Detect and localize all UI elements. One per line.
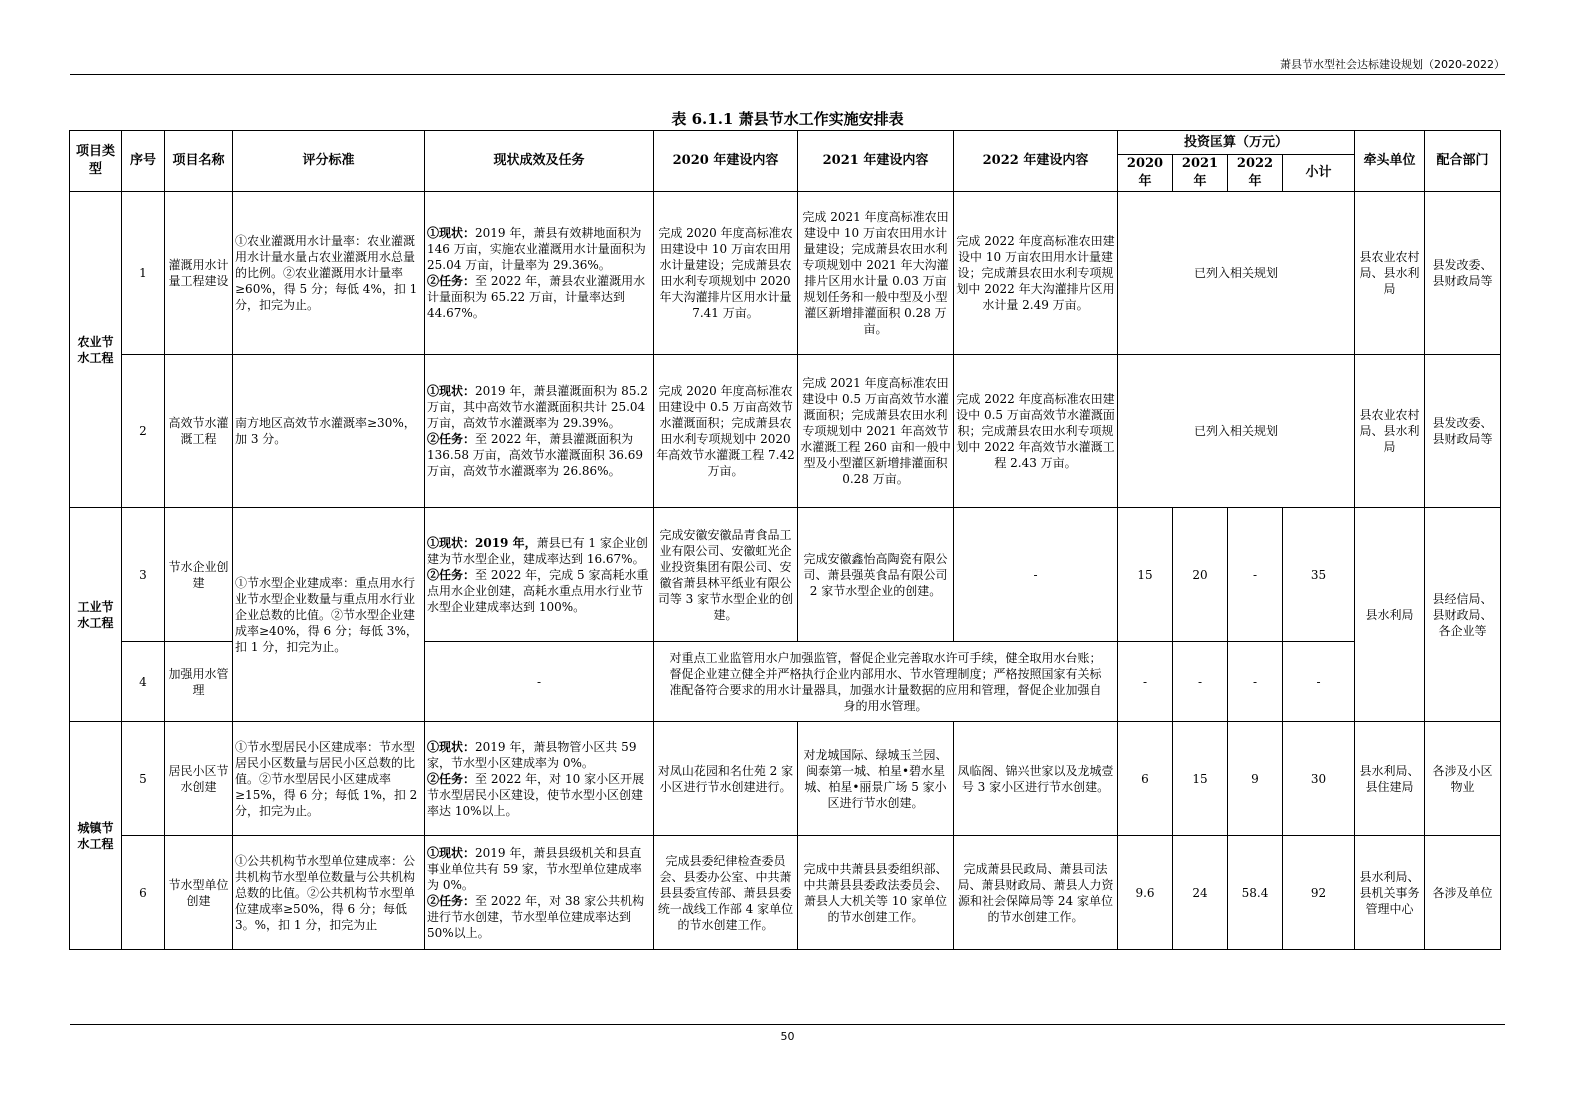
status-label: ①现状： [427, 226, 476, 240]
status-label: ①现状： [427, 739, 476, 754]
task-text: 至 2022 年，完成 5 家高耗水重点用水企业创建，高耗水重点用水行业节水型企业建成率达到 100%。 [427, 567, 649, 614]
task-label: ②任务： [427, 771, 476, 786]
row-invest-subtotal: 35 [1283, 508, 1355, 642]
col-header-invest-2020: 2020 年 [1118, 155, 1173, 192]
col-header-invest-2021: 2021 年 [1173, 155, 1228, 192]
row-criteria: 南方地区高效节水灌溉率≥30%，加 3 分。 [233, 355, 425, 508]
row-seq: 5 [122, 722, 165, 836]
header-rule [70, 74, 1505, 75]
row-seq: 3 [122, 508, 165, 642]
running-header: 萧县节水型社会达标建设规划（2020-2022） [1280, 58, 1505, 71]
row-seq: 1 [122, 192, 165, 355]
col-header-criteria: 评分标准 [233, 131, 425, 192]
row-2022: 完成萧县民政局、萧县司法局、萧县财政局、萧县人力资源和社会保障局等 24 家单位的节水创建工作。 [954, 836, 1118, 950]
row-name: 灌溉用水计量工程建设 [165, 192, 233, 355]
table-row [70, 836, 1501, 950]
row-seq: 4 [122, 642, 165, 722]
row-coop: 县经信局、县财政局、各企业等 [1425, 508, 1501, 722]
status-text: 2019 年，萧县物管小区共 59 家，节水型小区建成率为 0%。 [427, 739, 637, 770]
task-label: ②任务： [427, 432, 476, 446]
row-coop: 各涉及小区物业 [1425, 722, 1501, 836]
row-investment-note: 已列入相关规划 [1118, 192, 1355, 355]
row-name: 居民小区节水创建 [165, 722, 233, 836]
row-invest-2022: 9 [1228, 722, 1283, 836]
row-invest-2020: 15 [1118, 508, 1173, 642]
task-text: 至 2022 年，对 10 家小区开展节水型居民小区建设，使节水型小区创建率达 10%以上。 [427, 771, 645, 818]
row-status [425, 722, 654, 836]
row-status [425, 192, 654, 355]
row-invest-2021: 15 [1173, 722, 1228, 836]
row-invest-2022: - [1228, 642, 1283, 722]
row-2021: 完成 2021 年度高标准农田建设中 0.5 万亩高效节水灌溉面积；完成萧县农田水利专项规划中 2021 年高效节水灌溉工程 260 亩和一般中型及小型灌区新增排灌面积 0.28 万亩。 [798, 355, 954, 508]
row-name: 加强用水管理 [165, 642, 233, 722]
row-lead: 县水利局 [1355, 508, 1425, 722]
row-invest-subtotal: 92 [1283, 836, 1355, 950]
col-header-2021: 2021 年建设内容 [798, 131, 954, 192]
task-label: ②任务： [427, 893, 476, 908]
row-seq: 6 [122, 836, 165, 950]
row-coop: 县发改委、县财政局等 [1425, 192, 1501, 355]
col-header-seq: 序号 [122, 131, 165, 192]
row-2021: 完成 2021 年度高标准农田建设中 10 万亩农田用水计量建设；完成萧县农田水利专项规划中 2021 年大沟灌排片区用水计量 0.03 万亩规划任务和一般中型及小型灌区新增排灌面积 0.28 万亩。 [798, 192, 954, 355]
row-lead: 县水利局、县机关事务管理中心 [1355, 836, 1425, 950]
task-text: 至 2022 年，对 38 家公共机构进行节水创建，节水型单位建成率达到 50%以上。 [427, 893, 645, 940]
table-row [70, 722, 1501, 836]
status-label: ①现状： [427, 384, 476, 398]
row-2020: 对凤山花园和名仕苑 2 家小区进行节水创建进行。 [654, 722, 798, 836]
row-status [425, 836, 654, 950]
task-label: ②任务： [427, 567, 476, 582]
row-name: 节水企业创建 [165, 508, 233, 642]
row-lead: 县农业农村局、县水利局 [1355, 355, 1425, 508]
row-2022: 完成 2022 年度高标准农田建设中 0.5 万亩高效节水灌溉面积；完成萧县农田水利专项规划中 2022 年高效节水灌溉工程 2.43 万亩。 [954, 355, 1118, 508]
group-label: 城镇节水工程 [70, 722, 122, 950]
row-invest-2020: 6 [1118, 722, 1173, 836]
task-text: 至 2022 年，萧县农业灌溉用水计量面积为 65.22 万亩，计量率达到 44.67%。 [427, 274, 646, 320]
row-2021: 完成安徽鑫怡高陶瓷有限公司、萧县强英食品有限公司 2 家节水型企业的创建。 [798, 508, 954, 642]
row-invest-2022: 58.4 [1228, 836, 1283, 950]
row-invest-2021: 24 [1173, 836, 1228, 950]
row-status [425, 508, 654, 642]
row-invest-subtotal: 30 [1283, 722, 1355, 836]
status-label: ①现状： [427, 845, 476, 860]
footer-rule [70, 1024, 1505, 1025]
status-label: ①现状：2019 年， [427, 535, 537, 550]
row-seq: 2 [122, 355, 165, 508]
implementation-table [69, 130, 1501, 950]
row-criteria: ①农业灌溉用水计量率：农业灌溉用水计量水量占农业灌溉用水总量的比例。②农业灌溉用水计量率≥60%，得 5 分；每低 4%，扣 1 分，扣完为止。 [233, 192, 425, 355]
status-text: 2019 年，萧县灌溉面积为 85.2 万亩，其中高效节水灌溉面积共计 25.04 万亩，高效节水灌溉率为 29.39%。 [427, 384, 648, 430]
row-2021: 对龙城国际、绿城玉兰园、闽泰第一城、柏星•碧水星城、柏星•丽景广场 5 家小区进行节水创建。 [798, 722, 954, 836]
col-header-type: 项目类型 [70, 131, 122, 192]
col-header-investment: 投资匡算（万元） [1118, 131, 1355, 155]
row-2020: 完成 2020 年度高标准农田建设中 10 万亩农田用水计量建设；完成萧县农田水利专项规划中 2020 年大沟灌排片区用水计量 7.41 万亩。 [654, 192, 798, 355]
group-label: 工业节水工程 [70, 508, 122, 722]
table-title: 表 6.1.1 萧县节水工作实施安排表 [671, 110, 904, 128]
table-row [70, 192, 1501, 355]
row-name: 高效节水灌溉工程 [165, 355, 233, 508]
row-2022: - [954, 508, 1118, 642]
group-label: 农业节水工程 [70, 192, 122, 508]
col-header-2022: 2022 年建设内容 [954, 131, 1118, 192]
row-2021: 完成中共萧县县委组织部、中共萧县县委政法委员会、萧县人大机关等 10 家单位的节水创建工作。 [798, 836, 954, 950]
row-lead: 县水利局、县住建局 [1355, 722, 1425, 836]
row-lead: 县农业农村局、县水利局 [1355, 192, 1425, 355]
col-header-coop: 配合部门 [1425, 131, 1501, 192]
row-coop: 县发改委、县财政局等 [1425, 355, 1501, 508]
status-text: 2019 年，萧县有效耕地面积为 146 万亩，实施农业灌溉用水计量面积为 25.04 万亩，计量率为 29.36%。 [427, 226, 646, 272]
col-header-2020: 2020 年建设内容 [654, 131, 798, 192]
row-invest-2022: - [1228, 508, 1283, 642]
col-header-invest-2022: 2022 年 [1228, 155, 1283, 192]
page-number: 50 [780, 1030, 795, 1043]
row-management-content: 对重点工业监管用水户加强监管，督促企业完善取水许可手续，健全取用水台账；督促企业建立健全并严格执行企业内部用水、节水管理制度；严格按照国家有关标准配备符合要求的用水计量器具，加强水计量数据的应用和管理，督促企业加强自身的用水管理。 [654, 642, 1118, 722]
row-invest-2020: 9.6 [1118, 836, 1173, 950]
row-invest-2021: - [1173, 642, 1228, 722]
task-text: 至 2022 年，萧县灌溉面积为 136.58 万亩，高效节水灌溉面积 36.69 万亩，高效节水灌溉率为 26.86%。 [427, 432, 643, 478]
row-invest-2021: 20 [1173, 508, 1228, 642]
row-coop: 各涉及单位 [1425, 836, 1501, 950]
row-2020: 完成安徽安徽品青食品工业有限公司、安徽虹光企业投资集团有限公司、安徽省萧县林平纸业有限公司等 3 家节水型企业的创建。 [654, 508, 798, 642]
row-criteria: ①节水型企业建成率：重点用水行业节水型企业数量与重点用水行业企业总数的比值。②节水型企业建成率≥40%，得 6 分；每低 3%，扣 1 分，扣完为止。 [233, 508, 425, 722]
row-criteria: ①节水型居民小区建成率：节水型居民小区数量与居民小区总数的比值。②节水型居民小区建成率≥15%，得 6 分；每低 1%，扣 2 分，扣完为止。 [233, 722, 425, 836]
row-2020: 完成 2020 年度高标准农田建设中 0.5 万亩高效节水灌溉面积；完成萧县农田水利专项规划中 2020 年高效节水灌溉工程 7.42 万亩。 [654, 355, 798, 508]
col-header-invest-subtotal: 小计 [1283, 155, 1355, 192]
row-2020: 完成县委纪律检查委员会、县委办公室、中共萧县县委宣传部、萧县县委统一战线工作部 4 家单位的节水创建工作。 [654, 836, 798, 950]
row-2022: 凤临阁、锦兴世家以及龙城壹号 3 家小区进行节水创建。 [954, 722, 1118, 836]
col-header-name: 项目名称 [165, 131, 233, 192]
col-header-status: 现状成效及任务 [425, 131, 654, 192]
table-row [70, 508, 1501, 642]
row-investment-note: 已列入相关规划 [1118, 355, 1355, 508]
row-status: - [425, 642, 654, 722]
col-header-lead: 牵头单位 [1355, 131, 1425, 192]
status-text: 萧县已有 1 家企业创建为节水型企业，建成率达到 16.67%。 [427, 535, 648, 566]
status-text: 2019 年，萧县县级机关和县直事业单位共有 59 家，节水型单位建成率为 0%。 [427, 845, 642, 892]
task-label: ②任务： [427, 274, 476, 288]
row-criteria: ①公共机构节水型单位建成率：公共机构节水型单位数量与公共机构总数的比值。②公共机构节水型单位建成率≥50%，得 6 分；每低 3。%，扣 1 分，扣完为止 [233, 836, 425, 950]
row-name: 节水型单位创建 [165, 836, 233, 950]
row-2022: 完成 2022 年度高标准农田建设中 10 万亩农田用水计量建设；完成萧县农田水利专项规划中 2022 年大沟灌排片区用水计量 2.49 万亩。 [954, 192, 1118, 355]
row-invest-2020: - [1118, 642, 1173, 722]
row-invest-subtotal: - [1283, 642, 1355, 722]
row-status [425, 355, 654, 508]
table-row [70, 355, 1501, 508]
